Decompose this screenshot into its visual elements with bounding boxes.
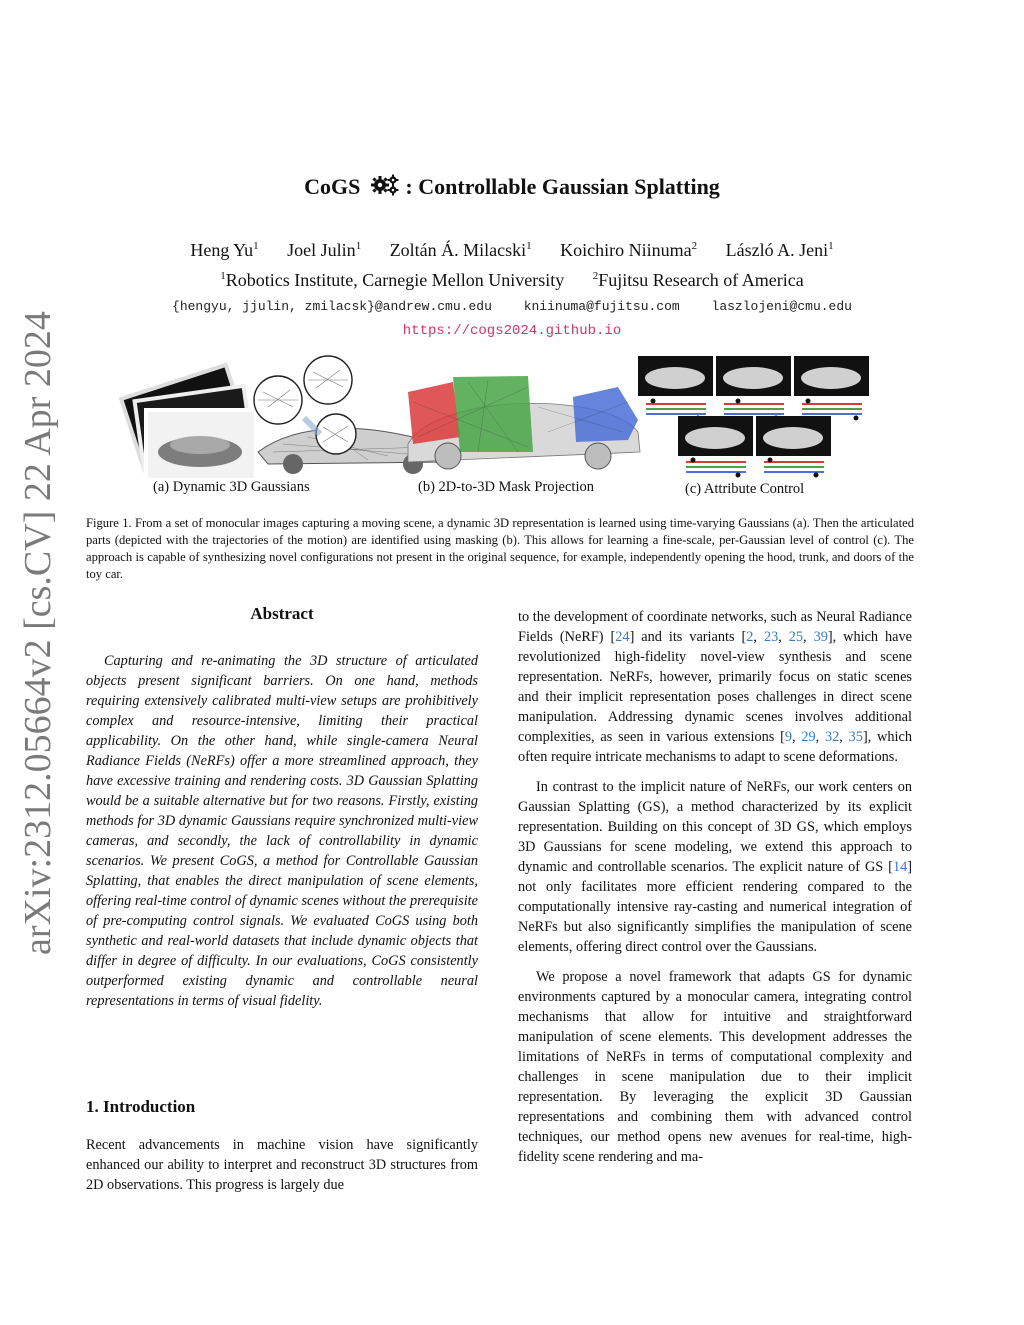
email: kniinuma@fujitsu.com [523, 299, 680, 314]
affiliations [0, 270, 1024, 291]
gears-icon [370, 174, 400, 196]
panel-c-attribute-control [638, 356, 869, 478]
thumbnail [716, 356, 791, 421]
panel-a-dynamic-gaussians [121, 356, 443, 480]
citation-link[interactable]: 23 [763, 629, 779, 645]
intro-left-paragraph: Recent advancements in machine vision have significantly enhanced our ability to interpret and reconstruct 3D structures from 2D observations. This progress is largely due [86, 1137, 478, 1193]
intro-paragraph: We propose a novel framework that adapts GS for dynamic environments captured by a monocular camera, integrating control mechanisms that allow for intuitive and straightforward manipulation of scene elements. This development addresses the limitations of NeRFs in terms of computational complexity and challenges in scene manipulation due to their implicit representation. By leveraging the explicit 3D Gaussian representations and combining them with advanced control techniques, our method opens new avenues for real-time, high-fidelity scene rendering and ma- [518, 969, 912, 1165]
figure-sublabel-c: (c) Attribute Control [685, 481, 805, 497]
citation-link[interactable]: 24 [615, 629, 630, 645]
citation-link[interactable]: 25 [788, 629, 804, 645]
citation-link[interactable]: 14 [892, 859, 908, 875]
email: {hengyu, jjulin, zmilacsk}@andrew.cmu.edu [172, 299, 492, 314]
thumbnail [794, 356, 869, 421]
intro-paragraph: In contrast to the implicit nature of NeRFs, our work centers on Gaussian Splatting (GS), a method characterized by its explicit representation. Building on this concept of 3D GS, which employs 3D Gaussians for scene modeling, we extend this approach to dynamic and controllable scenarios. The explicit nature of GS [14] not only facilitates more efficient rendering compared to the computationally intensive ray-casting and numerical integration of NeRFs but also significantly simplifies the manipulation of scene elements, offering direct control over the Gaussians. [518, 779, 912, 955]
citation-link[interactable]: 29 [801, 729, 816, 745]
citation-link[interactable]: 39 [813, 629, 828, 645]
author: Koichiro Niinuma$^2$ [560, 240, 698, 260]
affiliation: $^1$Robotics Institute, Carnegie Mellon University [220, 270, 565, 290]
thumbnail [756, 416, 831, 478]
thumbnail [638, 356, 713, 421]
intro-paragraph: to the development of coordinate networks, such as Neural Radiance Fields (NeRF) [24] and its variants [2, 23, 25, 39], which have revolutionized high-fidelity novel-view synthesis and scene representation. NeRFs, however, primarily focus on static scenes and their implicit representation poses challenges in direct scene manipulation. Addressing dynamic scenes involves additional complexities, as seen in various extensions [9, 29, 32, 35], which often require intricate mechanisms to adapt to scene deformations. [518, 609, 912, 765]
figure-sublabel-a: (a) Dynamic 3D Gaussians [153, 479, 310, 495]
section-heading: 1. Introduction [86, 1097, 196, 1116]
author: Zoltán Á. Milacski$^1$ [389, 240, 532, 260]
project-url-link[interactable]: https://cogs2024.github.io [402, 323, 622, 339]
author: Joel Julin$^1$ [287, 240, 362, 260]
author: László A. Jeni$^1$ [725, 240, 834, 260]
paper-title [0, 174, 1024, 200]
citation-link[interactable]: 9 [784, 729, 793, 745]
author-list [0, 240, 1024, 261]
thumbnail [678, 416, 753, 478]
affiliation: $^2$Fujitsu Research of America [592, 270, 804, 290]
figure-caption: Figure 1. From a set of monocular images capturing a moving scene, a dynamic 3D representation is learned using time-varying Gaussians (a). Then the articulated parts (depicted with the trajectories of the motion) are identified using masking (b). This allows for learning a fine-scale, per-Gaussian level of control (c). The approach is capable of synthesizing novel configurations not present in the original sequence, for example, independently opening the hood, trunk, and doors of the toy car. [86, 516, 914, 581]
author: Heng Yu$^1$ [190, 240, 259, 260]
citation-link[interactable]: 32 [825, 729, 840, 745]
citation-link[interactable]: 2 [746, 629, 754, 645]
abstract-text: Capturing and re-animating the 3D structure of articulated objects present significant barriers. On one hand, methods requiring extensively calibrated multi-view setups are prohibitively complex and resource-intensive, limiting their practical applicability. On the other hand, while single-camera Neural Radiance Fields (NeRFs) offer a more streamlined approach, they have excessive training and rendering costs. 3D Gaussian Splatting would be a suitable alternative but for two reasons. Firstly, existing methods for 3D dynamic Gaussians require synchronized multi-view cameras, and secondly, the lack of controllability in dynamic scenarios. We present CoGS, a method for Controllable Gaussian Splatting, that enables the direct manipulation of scene elements, offering real-time control of dynamic scenes without the prerequisite of pre-computing control signals. We evaluated CoGS using both synthetic and real-world datasets that include dynamic objects that differ in degree of difficulty. In our evaluations, CoGS consistently outperformed existing dynamic and controllable neural representations in terms of visual fidelity. [86, 653, 478, 1009]
arxiv-sidebar-stamp: arXiv:2312.05664v2 [cs.CV] 22 Apr 2024 [17, 311, 59, 955]
author-emails [0, 299, 1024, 314]
figure-sublabel-b: (b) 2D-to-3D Mask Projection [418, 479, 594, 495]
panel-b-mask-projection [408, 376, 640, 469]
right-column [518, 607, 912, 1177]
citation-link[interactable]: 35 [848, 729, 863, 745]
title-suffix: : Controllable Gaussian Splatting [405, 174, 720, 199]
abstract-heading: Abstract [250, 604, 314, 623]
email: laszlojeni@cmu.edu [711, 299, 852, 314]
title-prefix: CoGS [304, 174, 361, 199]
